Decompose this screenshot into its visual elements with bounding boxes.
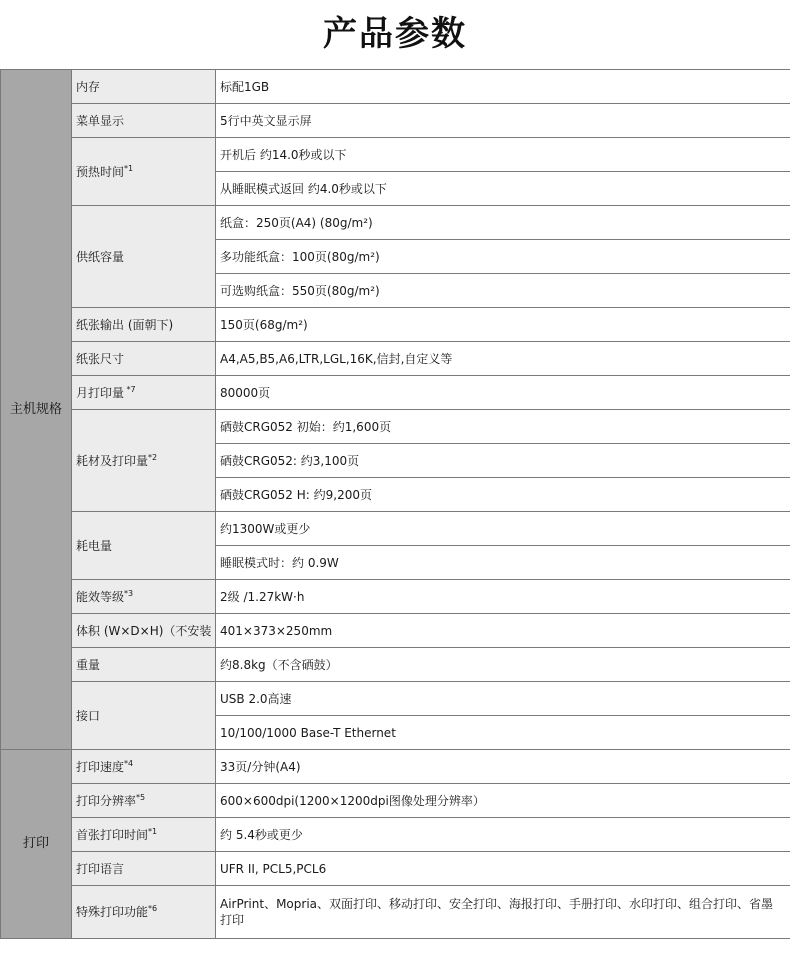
table-row xyxy=(1,886,790,939)
table-row xyxy=(1,308,790,342)
spec-value: A4,A5,B5,A6,LTR,LGL,16K,信封,自定义等 xyxy=(216,342,790,376)
spec-label xyxy=(72,104,216,138)
spec-value: AirPrint、Mopria、双面打印、移动打印、安全打印、海报打印、手册打印、水印打印、组合打印、省墨打印 xyxy=(216,886,790,939)
spec-value: 401×373×250mm xyxy=(216,614,790,648)
footnote-mark: *2 xyxy=(148,452,158,462)
page-title: 产品参数 xyxy=(323,14,467,54)
spec-value: 10/100/1000 Base-T Ethernet xyxy=(216,716,790,750)
spec-label xyxy=(72,580,216,614)
footnote-mark: *5 xyxy=(136,792,146,802)
spec-label-text: 接口 xyxy=(76,708,101,723)
section-label: 主机规格 xyxy=(1,70,72,750)
table-row xyxy=(1,70,790,104)
spec-label xyxy=(72,852,216,886)
spec-value: 纸盒：250页(A4) (80g/m²) xyxy=(216,206,790,240)
spec-label-text: 能效等级 xyxy=(76,589,125,604)
spec-label-text: 内存 xyxy=(76,79,101,94)
spec-label-text: 耗电量 xyxy=(76,538,113,553)
spec-value: 600×600dpi(1200×1200dpi图像处理分辨率） xyxy=(216,784,790,818)
table-row xyxy=(1,410,790,444)
spec-value: UFR II, PCL5,PCL6 xyxy=(216,852,790,886)
spec-table xyxy=(0,69,790,939)
spec-label xyxy=(72,784,216,818)
footnote-mark: *4 xyxy=(124,758,134,768)
spec-label xyxy=(72,886,216,939)
spec-value: 约8.8kg（不含硒鼓） xyxy=(216,648,790,682)
spec-value: 可选购纸盒：550页(80g/m²) xyxy=(216,274,790,308)
spec-label-text: 首张打印时间 xyxy=(76,827,149,842)
table-row xyxy=(1,512,790,546)
spec-label xyxy=(72,138,216,206)
footnote-mark: *3 xyxy=(124,588,134,598)
spec-value: 150页(68g/m²) xyxy=(216,308,790,342)
spec-value: 硒鼓CRG052 H: 约9,200页 xyxy=(216,478,790,512)
table-row xyxy=(1,104,790,138)
table-row xyxy=(1,784,790,818)
spec-label xyxy=(72,512,216,580)
spec-value: 约1300W或更少 xyxy=(216,512,790,546)
table-row xyxy=(1,342,790,376)
spec-value: USB 2.0高速 xyxy=(216,682,790,716)
spec-label xyxy=(72,410,216,512)
table-row xyxy=(1,648,790,682)
spec-label-text: 打印分辨率 xyxy=(76,793,137,808)
spec-label xyxy=(72,682,216,750)
table-row xyxy=(1,206,790,240)
spec-value: 约 5.4秒或更少 xyxy=(216,818,790,852)
table-row xyxy=(1,682,790,716)
spec-value: 80000页 xyxy=(216,376,790,410)
footnote-mark: *1 xyxy=(124,163,134,173)
spec-value: 硒鼓CRG052: 约3,100页 xyxy=(216,444,790,478)
table-row xyxy=(1,376,790,410)
spec-value: 33页/分钟(A4) xyxy=(216,750,790,784)
spec-label xyxy=(72,376,216,410)
spec-value: 多功能纸盒：100页(80g/m²) xyxy=(216,240,790,274)
spec-label xyxy=(72,342,216,376)
spec-label-text: 体积 (W×D×H)（不安装 xyxy=(76,623,212,638)
spec-value: 2级 /1.27kW·h xyxy=(216,580,790,614)
spec-label-text: 纸张尺寸 xyxy=(76,351,125,366)
spec-label-text: 纸张输出 (面朝下) xyxy=(76,317,174,332)
table-row xyxy=(1,614,790,648)
spec-label-text: 耗材及打印量 xyxy=(76,453,149,468)
footnote-mark: *6 xyxy=(148,904,158,913)
spec-label-text: 打印语言 xyxy=(76,861,125,876)
spec-label-text: 预热时间 xyxy=(76,164,125,179)
spec-value: 5行中英文显示屏 xyxy=(216,104,790,138)
section-label: 打印 xyxy=(1,750,72,939)
table-row xyxy=(1,818,790,852)
spec-label xyxy=(72,750,216,784)
spec-label xyxy=(72,614,216,648)
spec-label xyxy=(72,70,216,104)
spec-label-text: 打印速度 xyxy=(76,759,125,774)
table-row xyxy=(1,580,790,614)
spec-label xyxy=(72,308,216,342)
spec-label xyxy=(72,648,216,682)
footnote-mark: *1 xyxy=(148,826,158,836)
spec-value: 开机后 约14.0秒或以下 xyxy=(216,138,790,172)
spec-value: 从睡眠模式返回 约4.0秒或以下 xyxy=(216,172,790,206)
footnote-mark: *7 xyxy=(124,384,136,394)
spec-label-text: 供纸容量 xyxy=(76,249,125,264)
spec-label xyxy=(72,206,216,308)
spec-label-text: 月打印量 xyxy=(76,385,125,400)
spec-label-text: 重量 xyxy=(76,657,101,672)
spec-label xyxy=(72,818,216,852)
spec-label-text: 特殊打印功能 xyxy=(76,905,149,919)
spec-label-text: 菜单显示 xyxy=(76,113,125,128)
table-row xyxy=(1,750,790,784)
spec-value: 标配1GB xyxy=(216,70,790,104)
spec-value: 睡眠模式时：约 0.9W xyxy=(216,546,790,580)
spec-value: 硒鼓CRG052 初始：约1,600页 xyxy=(216,410,790,444)
table-row xyxy=(1,138,790,172)
table-row xyxy=(1,852,790,886)
